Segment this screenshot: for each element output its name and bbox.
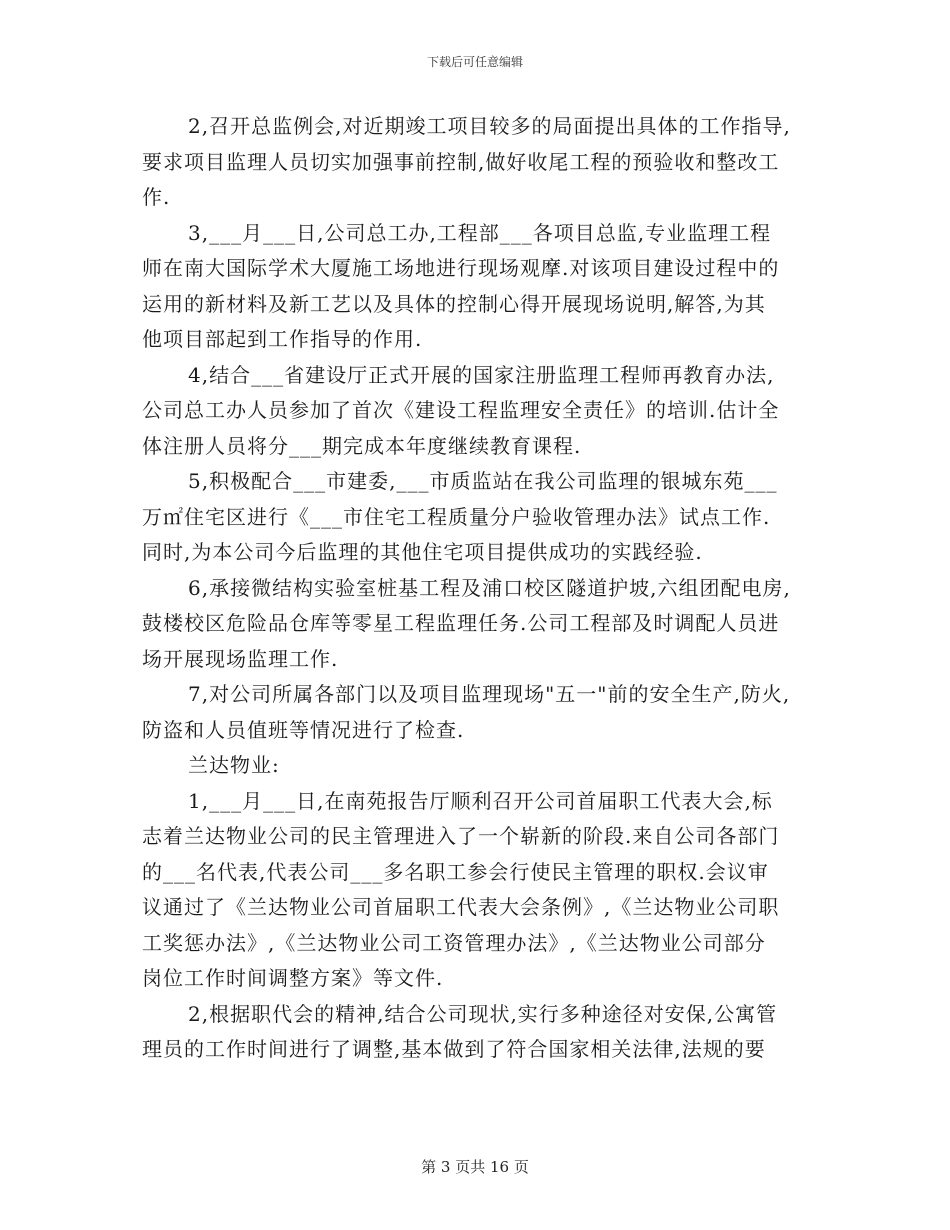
text-line: 防盗和人员值班等情况进行了检查. [142, 717, 465, 742]
document-body [142, 109, 812, 1068]
text-line: 6,承接微结构实验室桩基工程及浦口校区隧道护坡,六组团配电房, [188, 575, 791, 600]
text-line: 2,召开总监例会,对近期竣工项目较多的局面提出具体的工作指导, [188, 114, 791, 138]
text-line: 岗位工作时间调整方案》等文件. [142, 966, 444, 990]
text-line: 作. [142, 185, 171, 209]
text-line: 同时,为本公司今后监理的其他住宅项目提供成功的实践经验. [142, 540, 703, 564]
text-line: 理员的工作时间进行了调整,基本做到了符合国家相关法律,法规的要 [142, 1037, 766, 1061]
page-number: 第 3 页共 16 页 [421, 1158, 529, 1176]
text-line: 要求项目监理人员切实加强事前控制,做好收尾工程的预验收和整改工 [142, 149, 780, 174]
text-line: 1,___月___日,在南苑报告厅顺利召开公司首届职工代表大会,标 [188, 788, 773, 813]
text-line: 师在南大国际学术大厦施工场地进行现场观摩.对该项目建设过程中的 [142, 256, 780, 280]
text-line: 鼓楼校区危险品仓库等零星工程监理任务.公司工程部及时调配人员进 [142, 611, 780, 635]
text-line: 场开展现场监理工作. [142, 646, 339, 671]
text-line: 7,对公司所属各部门以及项目监理现场"五一"前的安全生产,防火, [188, 682, 791, 706]
text-line: 体注册人员将分___期完成本年度继续教育课程. [142, 433, 582, 458]
page-header: 下载后可任意编辑 [426, 55, 523, 69]
text-line: 的___名代表,代表公司___多名职工参会行使民主管理的职权.会议审 [142, 859, 769, 884]
text-line: 运用的新材料及新工艺以及具体的控制心得开展现场说明,解答,为其 [142, 291, 766, 316]
text-line: 万㎡住宅区进行《___市住宅工程质量分户验收管理办法》试点工作. [142, 504, 771, 529]
text-line: 公司总工办人员参加了首次《建设工程监理安全责任》的培训.估计全 [142, 398, 780, 422]
text-line: 5,积极配合___市建委,___市质监站在我公司监理的银城东苑___ [188, 469, 778, 493]
text-line: 3,___月___日,公司总工办,工程部___各项目总监,专业监理工程 [188, 220, 772, 245]
text-line: 志着兰达物业公司的民主管理进入了一个崭新的阶段.来自公司各部门 [142, 824, 780, 848]
text-line: 2,根据职代会的精神,结合公司现状,实行多种途径对安保,公寓管 [188, 1001, 778, 1026]
text-line: 4,结合___省建设厅正式开展的国家注册监理工程师再教育办法, [188, 362, 775, 387]
text-line: 他项目部起到工作指导的作用. [142, 327, 423, 351]
text-line: 工奖惩办法》,《兰达物业公司工资管理办法》,《兰达物业公司部分 [142, 930, 766, 955]
text-line: 兰达物业: [188, 753, 280, 777]
text-line: 议通过了《兰达物业公司首届职工代表大会条例》,《兰达物业公司职 [142, 895, 780, 919]
